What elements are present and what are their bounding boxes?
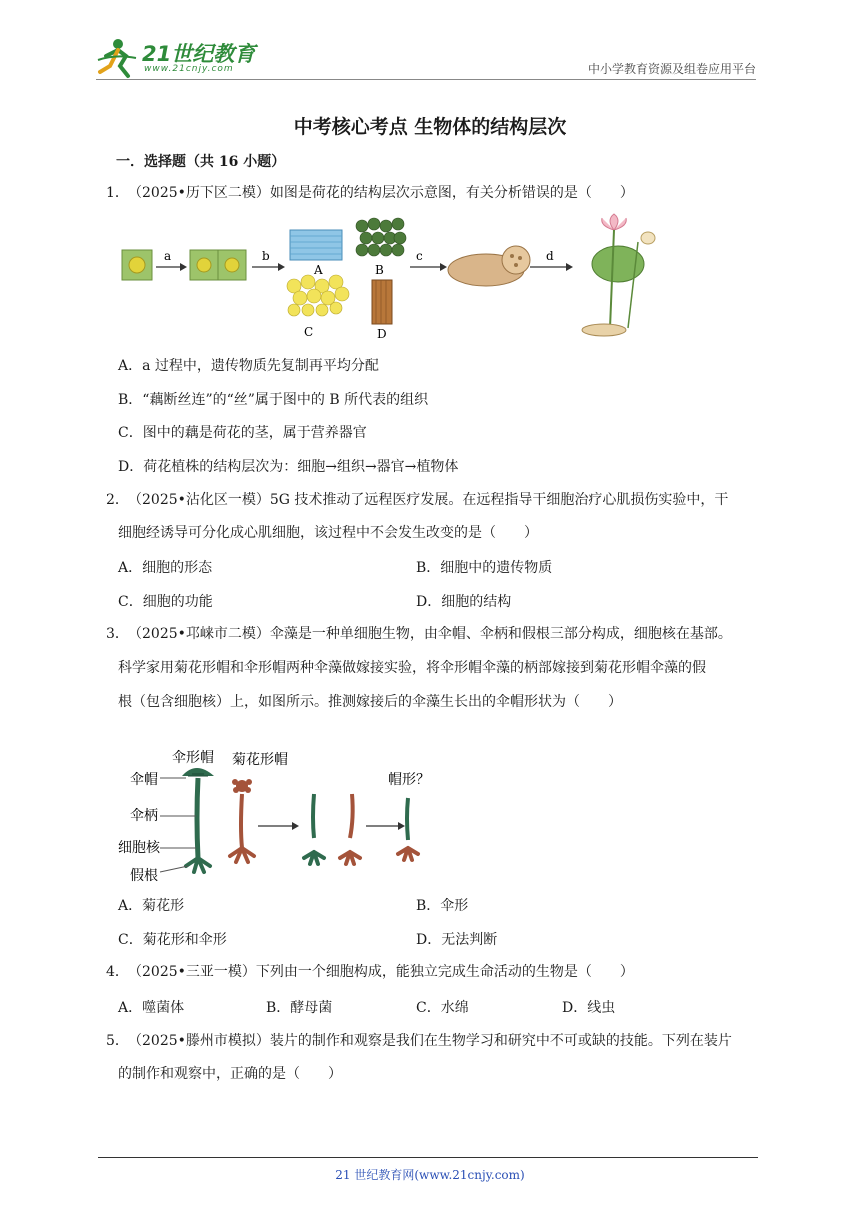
site-name: 中小学教育资源及组卷应用平台 bbox=[587, 62, 756, 76]
fig3-label-stalk: 伞柄 bbox=[130, 808, 158, 824]
q2-option-d: D．细胞的结构 bbox=[416, 594, 512, 610]
section-heading: 一．选择题（共 16 小题） bbox=[116, 154, 286, 170]
q4-option-a: A．噬菌体 bbox=[118, 1000, 185, 1016]
fig1-label-b: b bbox=[262, 249, 270, 263]
question-2-stem-line-2: 细胞经诱导可分化成心肌细胞，该过程中不会发生改变的是（ ） bbox=[118, 525, 538, 541]
q2-option-b: B．细胞中的遗传物质 bbox=[416, 560, 553, 576]
footer-divider bbox=[98, 1157, 758, 1158]
question-3-stem-line-3: 根（包含细胞核）上，如图所示。推测嫁接后的伞藻生长出的伞帽形状为（ ） bbox=[118, 694, 622, 710]
fig1-label-B: B bbox=[375, 263, 384, 277]
lotus-figure bbox=[118, 212, 663, 344]
acetabularia-figure bbox=[116, 748, 436, 884]
fig1-label-A: A bbox=[314, 263, 323, 277]
question-1-number: 1． bbox=[106, 185, 129, 201]
fig1-label-a: a bbox=[164, 249, 172, 263]
question-3-stem-line-2: 科学家用菊花形帽和伞形帽两种伞藻做嫁接实验，将伞形帽伞藻的柄部嫁接到菊花形帽伞藻的假 bbox=[118, 660, 706, 676]
fig1-label-C: C bbox=[304, 325, 314, 339]
fig3-label-nucleus: 细胞核 bbox=[118, 840, 160, 856]
q2-option-c: C．细胞的功能 bbox=[118, 594, 213, 610]
q1-option-c: C．图中的藕是荷花的茎，属于营养器官 bbox=[118, 425, 367, 441]
fig1-label-c: c bbox=[416, 249, 423, 263]
question-2-number: 2． bbox=[106, 492, 129, 508]
fig1-label-D: D bbox=[377, 327, 387, 341]
q4-option-b: B．酵母菌 bbox=[266, 1000, 333, 1016]
question-4-stem: （2025•三亚一模）下列由一个细胞构成，能独立完成生命活动的生物是（ ） bbox=[128, 964, 634, 980]
logo-url: www.21cnjy.com bbox=[144, 64, 234, 74]
q3-option-d: D．无法判断 bbox=[416, 932, 498, 948]
q3-option-a: A．菊花形 bbox=[118, 898, 185, 914]
fig1-label-d: d bbox=[546, 249, 554, 263]
fig3-label-cap: 伞帽 bbox=[130, 772, 158, 788]
site-logo bbox=[96, 36, 256, 80]
question-5-stem-line-1: （2025•滕州市模拟）装片的制作和观察是我们在生物学习和研究中不可或缺的技能。下列在装片 bbox=[128, 1033, 732, 1049]
page-title: 中考核心考点 生物体的结构层次 bbox=[293, 116, 567, 138]
q4-option-d: D．线虫 bbox=[562, 1000, 616, 1016]
q3-option-b: B．伞形 bbox=[416, 898, 469, 914]
question-3-number: 3． bbox=[106, 626, 129, 642]
fig3-label-chrysanthemum-cap: 菊花形帽 bbox=[232, 752, 288, 768]
question-4-number: 4． bbox=[106, 964, 129, 980]
fig3-label-umbrella-cap: 伞形帽 bbox=[172, 750, 214, 766]
question-5-stem-line-2: 的制作和观察中，正确的是（ ） bbox=[118, 1066, 342, 1082]
header-divider bbox=[96, 79, 756, 80]
question-1-stem: （2025•历下区二模）如图是荷花的结构层次示意图，有关分析错误的是（ ） bbox=[128, 185, 634, 201]
q1-option-d: D．荷花植株的结构层次为：细胞→组织→器官→植物体 bbox=[118, 459, 459, 475]
footer-link[interactable]: 21 世纪教育网(www.21cnjy.com) bbox=[335, 1168, 525, 1182]
question-2-stem-line-1: （2025•沾化区一模）5G 技术推动了远程医疗发展。在远程指导干细胞治疗心肌损伤实验中，干 bbox=[128, 492, 729, 508]
question-5-number: 5． bbox=[106, 1033, 129, 1049]
q4-option-c: C．水绵 bbox=[416, 1000, 469, 1016]
q2-option-a: A．细胞的形态 bbox=[118, 560, 213, 576]
fig3-label-cap-shape: 帽形？ bbox=[388, 772, 430, 788]
q3-option-c: C．菊花形和伞形 bbox=[118, 932, 227, 948]
fig3-label-rhizoid: 假根 bbox=[130, 868, 158, 884]
question-3-stem-line-1: （2025•邛崃市二模）伞藻是一种单细胞生物，由伞帽、伞柄和假根三部分构成，细胞核在基部。 bbox=[128, 626, 732, 642]
logo-text: 21世纪教育 bbox=[142, 42, 256, 66]
q1-option-b: B．“藕断丝连”的“丝”属于图中的 B 所代表的组织 bbox=[118, 392, 429, 408]
q1-option-a: A．a 过程中，遗传物质先复制再平均分配 bbox=[118, 358, 379, 374]
